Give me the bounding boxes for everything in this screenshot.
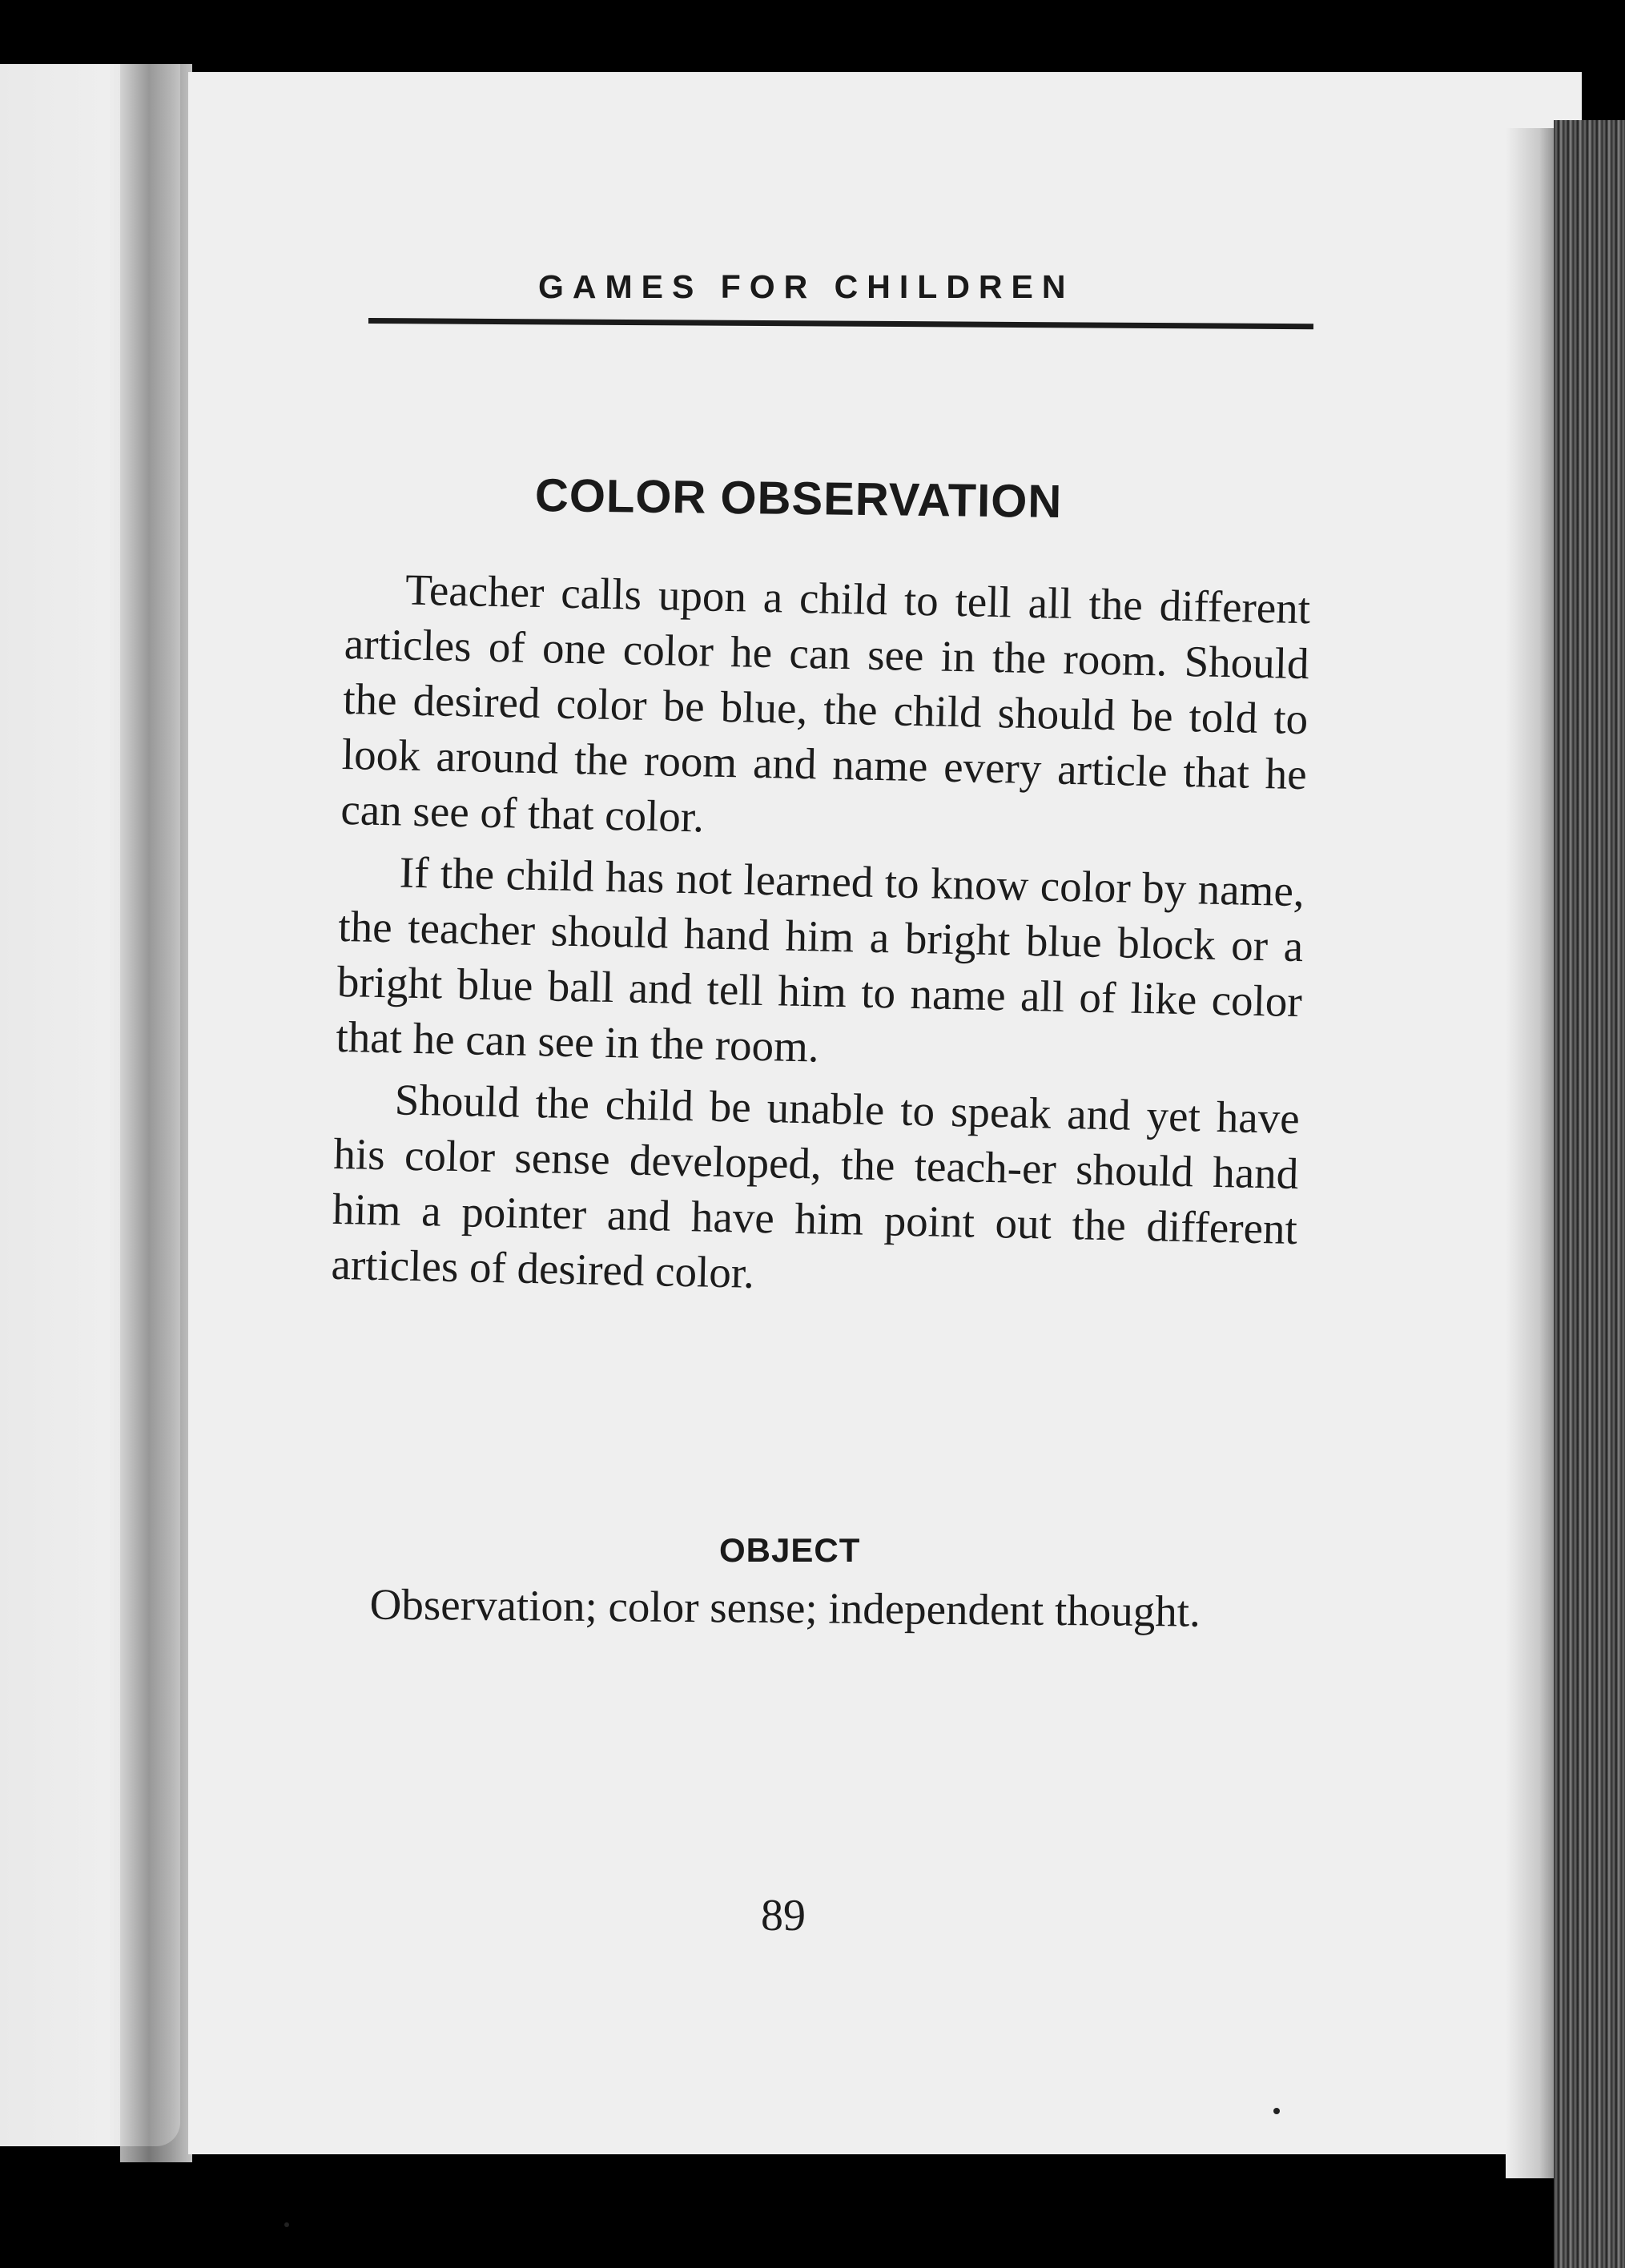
speck (1273, 2108, 1280, 2114)
paragraph: If the child has not learned to know color by name, the teacher should hand him a bright blue block or a bright blue ball and tell him to name all of like color that he can see in the room. (335, 847, 1305, 1072)
page-edges (1554, 120, 1625, 2268)
section-title: COLOR OBSERVATION (534, 469, 1063, 529)
object-paragraph: Observation; color sense; independent thought. (369, 1579, 1201, 1636)
running-head: GAMES FOR CHILDREN (538, 268, 1075, 305)
object-text (320, 1576, 1265, 1640)
speck (284, 2222, 289, 2227)
paragraph: Teacher calls upon a child to tell all the different articles of one color he can see in the room. Should the desired color be blue, the child should be told to look around the room and name every article that he can see of that color. (340, 565, 1311, 842)
page-number: 89 (761, 1891, 806, 1940)
body-text (331, 561, 1311, 1318)
book-gutter (120, 64, 192, 2162)
object-heading: OBJECT (719, 1531, 861, 1569)
paragraph: Should the child be unable to speak and yet have his color sense developed, the teach-er should hand him a pointer and have him point out the different articles of desired color. (330, 1075, 1301, 1297)
